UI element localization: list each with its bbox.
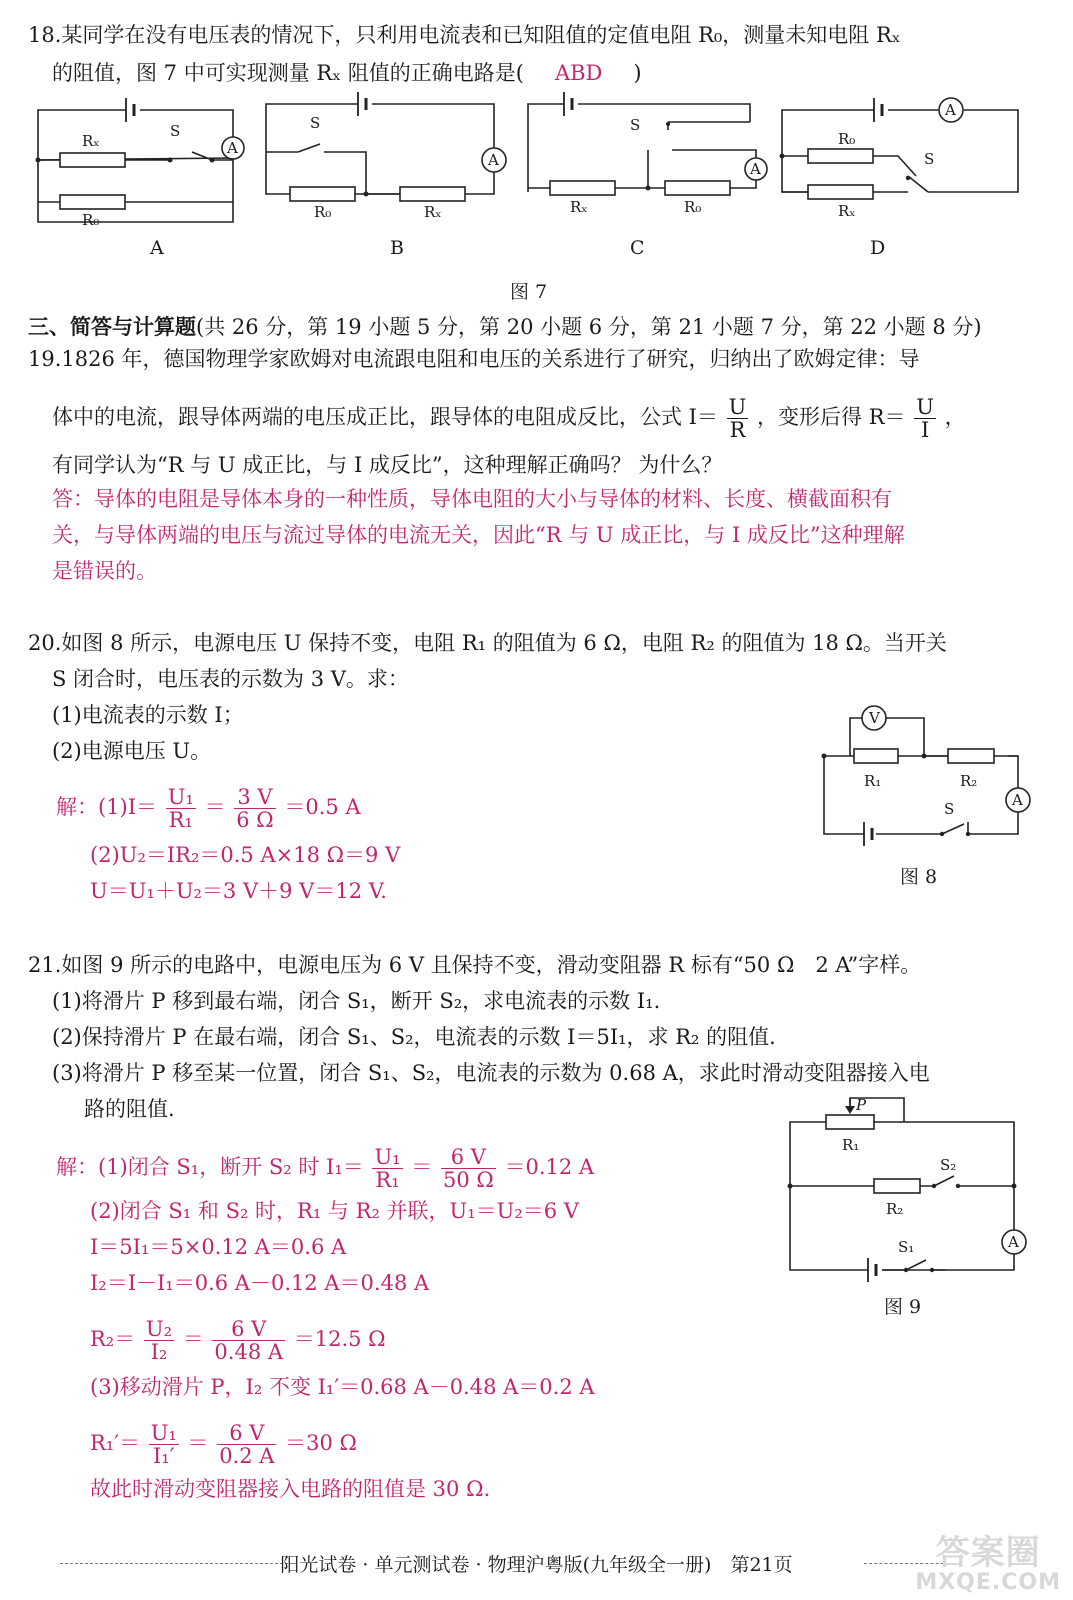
figure-8-r2 [948, 749, 994, 763]
q21-solution4: I₂＝I－I₁＝0.6 A－0.12 A＝0.48 A [90, 1271, 430, 1295]
circuit-c-r0 [665, 181, 730, 195]
circuit-b-label: B [390, 237, 404, 259]
figure-8-circuit [818, 700, 1048, 850]
q18-line2 [52, 58, 642, 88]
circuit-a-r0-label: R₀ [82, 211, 100, 229]
q21-s5-f1n: U₂ [145, 1317, 173, 1341]
q20-sol1-eq: ＝ [204, 795, 226, 819]
circuit-b-ammeter-label: A [488, 151, 499, 169]
circuit-b-rx-label: Rₓ [424, 203, 442, 221]
circuit-d [778, 92, 1038, 262]
q18-answer: ABD [554, 61, 603, 85]
page-footer: 阳光试卷 · 单元测试卷 · 物理沪粤版(九年级全一册) 第21页 [280, 1554, 793, 1576]
figure-9-r1 [826, 1115, 874, 1129]
circuit-d-label: D [870, 237, 886, 259]
figure-8-switch-label: S [944, 800, 955, 818]
q21-s5-f1d: I₂ [150, 1340, 168, 1364]
circuit-a-switch-label: S [170, 122, 181, 140]
figure-9-ammeter-label: A [1008, 1233, 1019, 1251]
q20-part1: (1)电流表的示数 I； [52, 703, 244, 727]
section3-heading: 三、简答与计算题 [28, 314, 196, 339]
q21-s7-frac2 [217, 1422, 276, 1467]
q19-frac2-den: I [920, 418, 930, 442]
q21-line1: 21.如图 9 所示的电路中，电源电压为 6 V 且保持不变，滑动变阻器 R 标有“50 Ω 2 A”字样。 [28, 953, 922, 977]
q21-s7-frac1 [149, 1422, 179, 1467]
watermark-bottom: MXQE.COM [915, 1570, 1061, 1595]
q19-formula-i [727, 396, 749, 441]
q21-s7-f1n: U₁ [150, 1421, 177, 1445]
circuit-d-r0 [808, 149, 873, 163]
circuit-c-r0-label: R₀ [684, 198, 702, 216]
q21-solution8: 故此时滑动变阻器接入电路的阻值是 30 Ω. [90, 1477, 491, 1501]
circuit-d-rx [808, 185, 873, 199]
circuit-a-r0 [60, 195, 125, 209]
q20-sol1-frac1 [166, 786, 196, 831]
q20-solution3: U＝U₁＋U₂＝3 V＋9 V＝12 V. [90, 879, 387, 903]
q19-answer-line2: 关，与导体两端的电压与流过导体的电流无关，因此“R 与 U 成正比，与 I 成反比”这种理解 [52, 523, 905, 547]
circuit-a-rx [60, 153, 125, 167]
q20-sol1-frac2 [234, 786, 275, 831]
q18-line1: 18.某同学在没有电压表的情况下，只利用电流表和已知阻值的定值电阻 R₀，测量未知电阻 Rₓ [28, 23, 901, 47]
figure-7-caption: 图 7 [510, 281, 548, 303]
q20-part2: (2)电源电压 U。 [52, 739, 212, 763]
circuit-c-rx-label: Rₓ [570, 198, 588, 216]
circuit-a [30, 92, 250, 262]
q20-solution1 [56, 786, 361, 831]
q20-sol1-f2n: 3 V [234, 786, 275, 809]
q19-line2-post: ， [944, 405, 966, 429]
q21-part3-line1: (3)将滑片 P 移至某一位置，闭合 S₁、S₂，电流表的示数为 0.68 A，求此时滑动变阻器接入电 [52, 1061, 930, 1085]
circuit-c-switch-label: S [630, 116, 641, 134]
q21-s5-f2n: 6 V [212, 1318, 285, 1341]
q21-part1: (1)将滑片 P 移到最右端，闭合 S₁，断开 S₂，求电流表的示数 I₁. [52, 989, 661, 1013]
q20-solution2: (2)U₂＝IR₂＝0.5 A×18 Ω＝9 V [90, 843, 401, 867]
figure-9-slider-arrow [845, 1106, 855, 1114]
q19-line3: 有同学认为“R 与 U 成正比，与 I 成反比”，这种理解正确吗？ 为什么？ [52, 453, 723, 477]
circuit-a-ammeter-label: A [227, 139, 238, 157]
figure-9-caption: 图 9 [884, 1296, 922, 1318]
section3-note: (共 26 分，第 19 小题 5 分，第 20 小题 6 分，第 21 小题 7 分，第 22 小题 8 分) [196, 315, 982, 339]
q20-sol1-post: ＝0.5 A [284, 795, 361, 819]
circuit-b-rx [400, 187, 465, 201]
q21-s1-f2n: 6 V [441, 1146, 496, 1169]
q21-s7-f1d: I₁′ [153, 1444, 175, 1468]
q20-line2: S 闭合时，电压表的示数为 3 V。求： [52, 667, 409, 691]
q20-line1: 20.如图 8 所示，电源电压 U 保持不变，电阻 R₁ 的阻值为 6 Ω，电阻 R₂ 的阻值为 18 Ω。当开关 [28, 631, 947, 655]
q20-sol1-f1n: U₁ [167, 785, 194, 809]
figure-8-r1-label: R₁ [864, 772, 882, 790]
q21-solution3: I＝5I₁＝5×0.12 A＝0.6 A [90, 1235, 347, 1259]
q21-s7-eq: ＝ [187, 1431, 209, 1455]
figure-9-r2-label: R₂ [886, 1200, 904, 1218]
q21-solution1 [56, 1146, 594, 1191]
q21-solution5 [90, 1318, 386, 1363]
figure-8-r1 [854, 749, 898, 763]
figure-8-caption: 图 8 [900, 866, 938, 888]
q20-sol1-pre: 解：(1)I＝ [56, 795, 158, 819]
q21-s5-pre: R₂＝ [90, 1327, 136, 1351]
q21-s1-f2d: 50 Ω [442, 1168, 494, 1192]
q21-s7-post: ＝30 Ω [285, 1431, 357, 1455]
circuit-d-rx-label: Rₓ [838, 202, 856, 220]
circuit-d-switch-label: S [924, 150, 935, 168]
q21-part2: (2)保持滑片 P 在最右端，闭合 S₁、S₂，电流表的示数 I＝5I₁，求 R₂ 的阻值. [52, 1025, 776, 1049]
q20-sol1-f1d: R₁ [168, 808, 193, 832]
q19-answer-line3: 是错误的。 [52, 559, 157, 583]
q21-s1-f1n: U₁ [374, 1145, 401, 1169]
watermark-top: 答案圈 [935, 1533, 1041, 1573]
figure-8-voltmeter-label: V [869, 709, 880, 727]
q21-solution7 [90, 1422, 357, 1467]
q21-s1-f1d: R₁ [375, 1168, 400, 1192]
q19-formula-r [914, 396, 936, 441]
q21-s7-f2n: 6 V [217, 1422, 276, 1445]
section3-header [28, 312, 982, 342]
q21-s5-f2d: 0.48 A [214, 1340, 284, 1364]
q19-line2 [52, 396, 966, 441]
circuit-b [258, 92, 508, 262]
circuit-c-label: C [630, 237, 645, 259]
q21-s1-frac1 [372, 1146, 402, 1191]
figure-8-ammeter-label: A [1012, 791, 1023, 809]
q19-line2-pre: 体中的电流，跟导体两端的电压成正比，跟导体的电阻成反比，公式 I＝ [52, 405, 718, 429]
circuit-b-r0-label: R₀ [314, 203, 332, 221]
q21-s1-post: ＝0.12 A [504, 1155, 595, 1179]
circuit-d-ammeter-label: A [945, 101, 956, 119]
q21-s7-f2d: 0.2 A [219, 1444, 275, 1468]
q19-frac1-den: R [729, 418, 746, 442]
q21-solution2: (2)闭合 S₁ 和 S₂ 时，R₁ 与 R₂ 并联，U₁＝U₂＝6 V [90, 1199, 579, 1223]
watermark [915, 1533, 1061, 1598]
q21-s1-frac2 [441, 1146, 496, 1191]
q21-s1-pre: 解：(1)闭合 S₁，断开 S₂ 时 I₁＝ [56, 1155, 364, 1179]
q19-frac2-num: U [916, 395, 934, 419]
circuit-b-r0 [290, 187, 355, 201]
circuit-d-r0-label: R₀ [838, 130, 856, 148]
figure-9-s2-label: S₂ [940, 1156, 957, 1174]
q21-s1-eq: ＝ [411, 1155, 433, 1179]
q20-sol1-f2d: 6 Ω [236, 808, 274, 832]
figure-8-r2-label: R₂ [960, 772, 978, 790]
circuit-c-ammeter-label: A [750, 160, 761, 178]
q21-s5-eq: ＝ [182, 1327, 204, 1351]
figure-9-r1-label: R₁ [842, 1136, 860, 1154]
q19-line1: 19.1826 年，德国物理学家欧姆对电流跟电阻和电压的关系进行了研究，归纳出了欧姆定律：导 [28, 347, 920, 371]
q21-part3-line2: 路的阻值. [84, 1097, 175, 1121]
q21-solution6: (3)移动滑片 P，I₂ 不变 I₁′＝0.68 A－0.48 A＝0.2 A [90, 1375, 595, 1399]
figure-9-slider-label: P [856, 1096, 867, 1114]
q21-s5-post: ＝12.5 Ω [293, 1327, 386, 1351]
circuit-a-rx-label: Rₓ [82, 132, 100, 150]
q18-line2-pre: 的阻值，图 7 中可实现测量 Rₓ 阻值的正确电路是( [52, 61, 524, 85]
q19-line2-mid: ，变形后得 R＝ [757, 405, 906, 429]
circuit-a-label: A [150, 237, 164, 259]
q18-line2-post: ) [633, 61, 642, 85]
q19-frac1-num: U [728, 395, 747, 419]
figure-9-s1-label: S₁ [898, 1238, 915, 1256]
circuit-c [520, 92, 770, 262]
q21-s5-frac1 [144, 1318, 174, 1363]
circuit-b-switch-label: S [310, 114, 321, 132]
circuit-c-rx [550, 181, 615, 195]
q21-s5-frac2 [212, 1318, 285, 1363]
q19-answer-line1: 答：导体的电阻是导体本身的一种性质，导体电阻的大小与导体的材料、长度、横截面积有 [52, 487, 892, 511]
figure-9-r2 [874, 1179, 920, 1193]
q21-s7-pre: R₁′＝ [90, 1431, 140, 1455]
figure-9-circuit [786, 1090, 1036, 1280]
